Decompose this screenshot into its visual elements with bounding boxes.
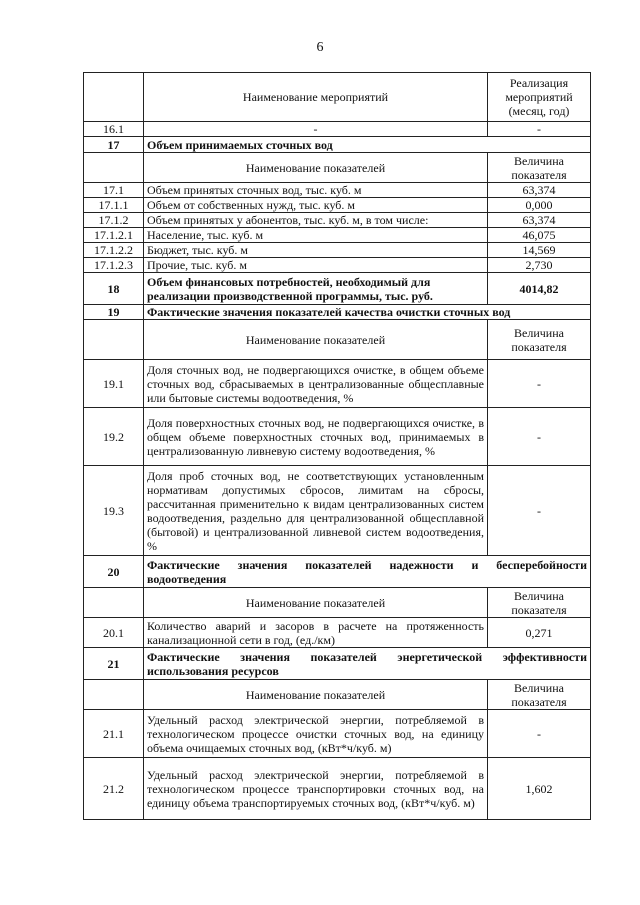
row-number: 21.2 — [84, 758, 144, 820]
row-number: 17.1.1 — [84, 198, 144, 213]
indicator-header-number-cell — [84, 153, 144, 183]
indicator-header-name: Наименование показателей — [144, 680, 488, 710]
section-value: 4014,82 — [488, 273, 591, 305]
header-name: Наименование мероприятий — [144, 73, 488, 122]
table-row — [84, 466, 591, 556]
row-name: Бюджет, тыс. куб. м — [144, 243, 488, 258]
row-name: Объем принятых сточных вод, тыс. куб. м — [144, 183, 488, 198]
indicator-header-value: Величина показателя — [488, 680, 591, 710]
section-row-21 — [84, 648, 591, 680]
row-value: 1,602 — [488, 758, 591, 820]
section-number: 21 — [84, 648, 144, 680]
row-number: 17.1.2.2 — [84, 243, 144, 258]
section-number: 19 — [84, 305, 144, 320]
table-row — [84, 408, 591, 466]
row-number: 17.1 — [84, 183, 144, 198]
page-number: 6 — [316, 40, 324, 55]
row-number: 17.1.2 — [84, 213, 144, 228]
indicator-header-row — [84, 153, 591, 183]
section-row-18 — [84, 273, 591, 305]
row-value: 0,271 — [488, 618, 591, 648]
row-name: Удельный расход электрической энергии, потребляемой в технологическом процессе транспортировки сточных вод, на единицу объема транспортируемых сточных вод, (кВт*ч/куб. м) — [144, 758, 488, 820]
row-value: 63,374 — [488, 213, 591, 228]
row-name: Удельный расход электрической энергии, потребляемой в технологическом процессе очистки сточных вод, на единицу объема очищаемых сточных вод, (кВт*ч/куб. м) — [144, 710, 488, 758]
section-number: 17 — [84, 137, 144, 153]
section-title: Объем принимаемых сточных вод — [144, 137, 591, 153]
table-header-row — [84, 73, 591, 122]
row-number: 20.1 — [84, 618, 144, 648]
row-name: Доля сточных вод, не подвергающихся очистке, в общем объеме сточных вод, сбрасываемых в централизованные общесплавные или бытовые системы водоотведения, % — [144, 360, 488, 408]
section-number: 18 — [84, 273, 144, 305]
section-number: 20 — [84, 556, 144, 588]
table-row — [84, 122, 591, 137]
row-name: Доля поверхностных сточных вод, не подвергающихся очистке, в общем объеме поверхностных сточных вод, принимаемых в централизованную ливневую систему водоотведения, % — [144, 408, 488, 466]
row-name: Прочие, тыс. куб. м — [144, 258, 488, 273]
row-value: - — [488, 122, 591, 137]
indicator-header-value: Величина показателя — [488, 320, 591, 360]
row-name: Доля проб сточных вод, не соответствующих установленным нормативам допустимых сбросов, лимитам на сбросы, рассчитанная применительно к видам централизованных систем водоотведения, раздельно для централизованной общесплавной (бытовой) и централизованной ливневой систем водоотведения, % — [144, 466, 488, 556]
table-row — [84, 618, 591, 648]
table-row — [84, 360, 591, 408]
table-row — [84, 183, 591, 198]
row-value: 14,569 — [488, 243, 591, 258]
indicator-header-name: Наименование показателей — [144, 320, 488, 360]
table-row — [84, 258, 591, 273]
row-name: Население, тыс. куб. м — [144, 228, 488, 243]
section-title: Объем финансовых потребностей, необходимый для реализации производственной программы, тыс. руб. — [144, 273, 488, 305]
row-value: 0,000 — [488, 198, 591, 213]
measures-table — [83, 72, 591, 820]
indicator-header-row — [84, 588, 591, 618]
table-row — [84, 228, 591, 243]
indicator-header-value: Величина показателя — [488, 153, 591, 183]
section-title: Фактические значения показателей надежности и бесперебойности водоотведения — [144, 556, 591, 588]
header-value: Реализация мероприятий (месяц, год) — [488, 73, 591, 122]
table-row — [84, 758, 591, 820]
row-number: 16.1 — [84, 122, 144, 137]
row-number: 17.1.2.3 — [84, 258, 144, 273]
section-row-20 — [84, 556, 591, 588]
row-value: 63,374 — [488, 183, 591, 198]
row-name: Объем принятых у абонентов, тыс. куб. м, в том числе: — [144, 213, 488, 228]
section-row-19 — [84, 305, 591, 320]
indicator-header-number-cell — [84, 588, 144, 618]
header-number-cell — [84, 73, 144, 122]
row-number: 19.1 — [84, 360, 144, 408]
indicator-header-name: Наименование показателей — [144, 588, 488, 618]
row-number: 21.1 — [84, 710, 144, 758]
indicator-header-value: Величина показателя — [488, 588, 591, 618]
row-value: 2,730 — [488, 258, 591, 273]
indicator-header-number-cell — [84, 680, 144, 710]
row-value: 46,075 — [488, 228, 591, 243]
row-value: - — [488, 466, 591, 556]
row-number: 19.3 — [84, 466, 144, 556]
section-title: Фактические значения показателей качества очистки сточных вод — [144, 305, 591, 320]
indicator-header-row — [84, 680, 591, 710]
section-row-17 — [84, 137, 591, 153]
row-name: - — [144, 122, 488, 137]
table-row — [84, 243, 591, 258]
row-value: - — [488, 710, 591, 758]
row-name: Количество аварий и засоров в расчете на протяженность канализационной сети в год, (ед./км) — [144, 618, 488, 648]
indicator-header-row — [84, 320, 591, 360]
row-name: Объем от собственных нужд, тыс. куб. м — [144, 198, 488, 213]
indicator-header-name: Наименование показателей — [144, 153, 488, 183]
table-row — [84, 213, 591, 228]
table-row — [84, 710, 591, 758]
row-number: 17.1.2.1 — [84, 228, 144, 243]
section-title: Фактические значения показателей энергетической эффективности использования ресурсов — [144, 648, 591, 680]
indicator-header-number-cell — [84, 320, 144, 360]
row-value: - — [488, 408, 591, 466]
row-number: 19.2 — [84, 408, 144, 466]
row-value: - — [488, 360, 591, 408]
table-row — [84, 198, 591, 213]
